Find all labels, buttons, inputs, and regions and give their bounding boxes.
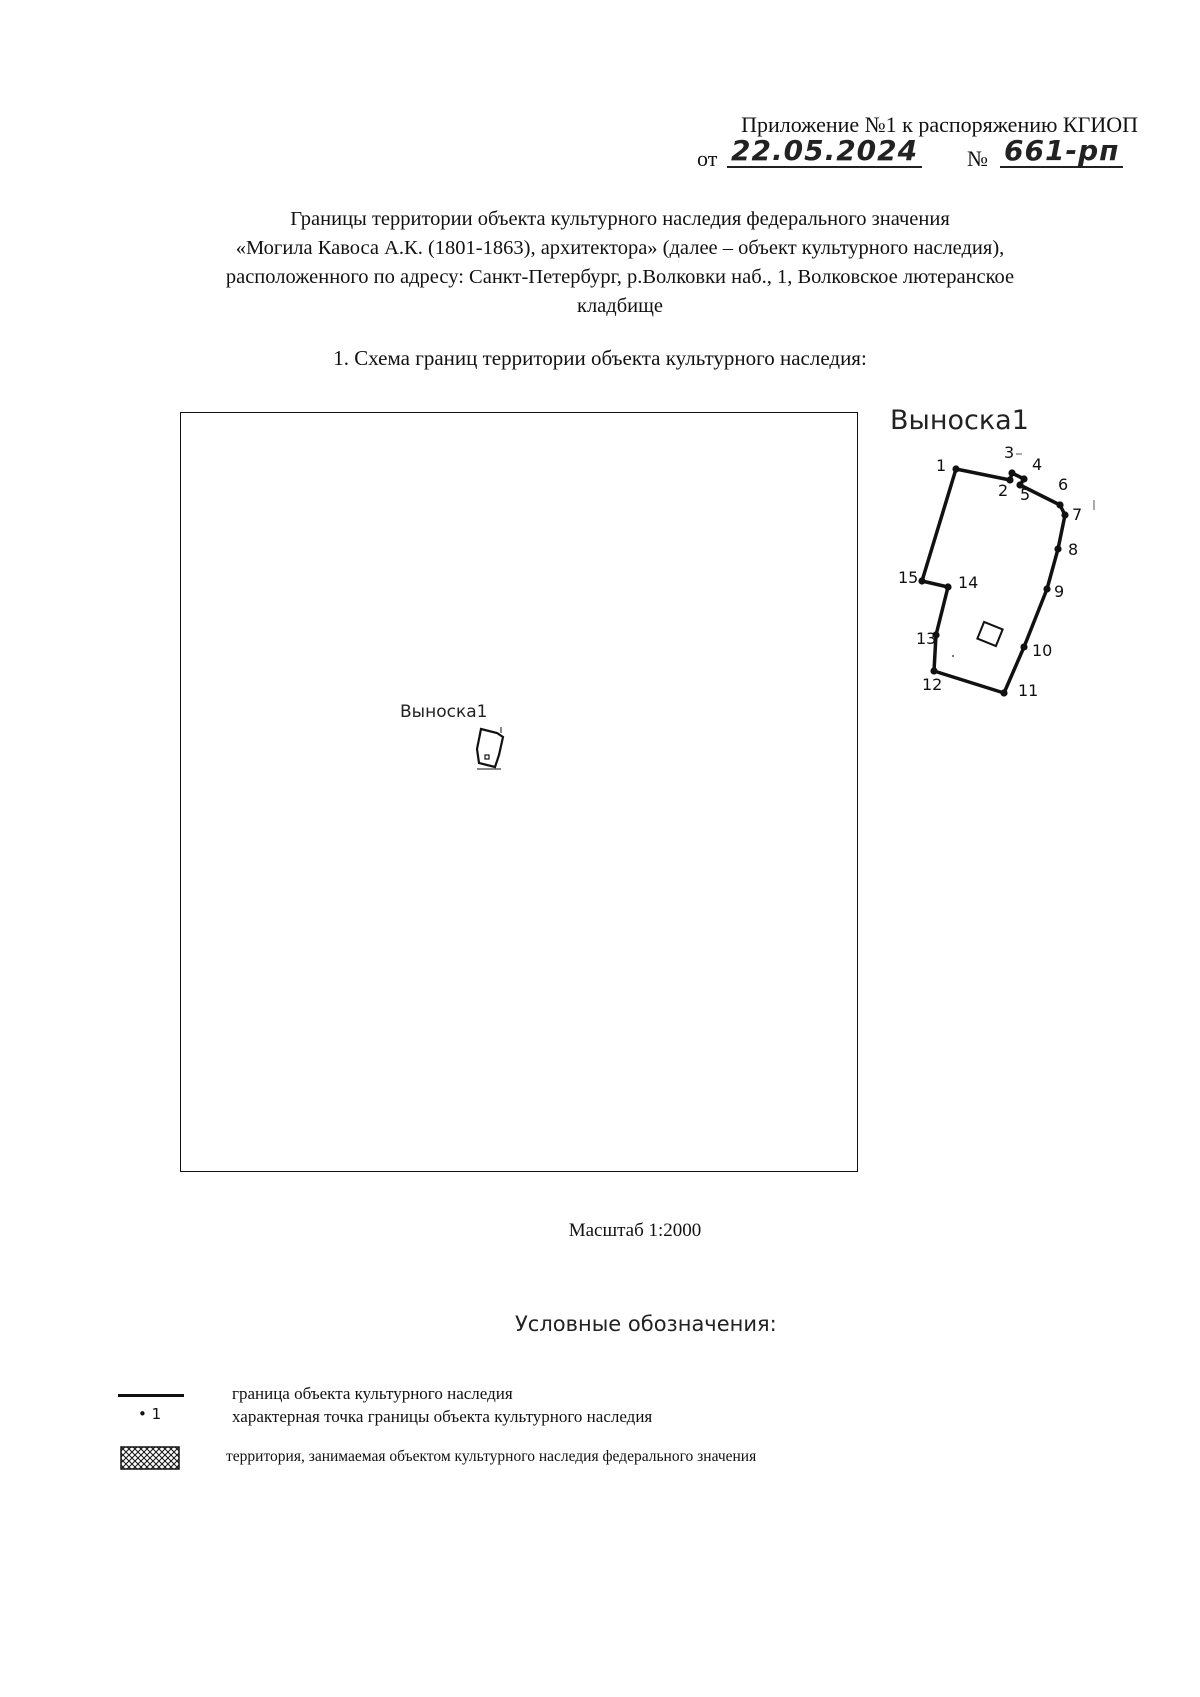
callout-boundary-drawing (880, 440, 1120, 720)
boundary-point-1 (952, 465, 959, 472)
boundary-point-label-5: 5 (1020, 485, 1031, 504)
legend-title: Условные обозначения: (515, 1312, 777, 1336)
legend-item-text: характерная точка границы объекта культурного наследия (232, 1407, 653, 1426)
map-parcel-shape (473, 725, 513, 775)
title-line-1: Границы территории объекта культурного наследия федерального значения (290, 208, 950, 230)
boundary-point-10 (1020, 643, 1027, 650)
boundary-point-label-14: 14 (958, 573, 979, 592)
boundary-point-label-8: 8 (1068, 540, 1079, 559)
handwritten-number: 661-рп (1000, 136, 1123, 168)
boundary-point-label-15: 15 (898, 568, 919, 587)
boundary-point-label-7: 7 (1072, 505, 1083, 524)
boundary-point-label-3: 3 (1004, 443, 1015, 462)
boundary-point-label-10: 10 (1032, 641, 1053, 660)
title-line-2: «Могила Кавоса А.К. (1801-1863), архитектора» (далее – объект культурного наследия), (235, 237, 1005, 259)
boundary-point-12 (930, 667, 937, 674)
legend-item-territory (0, 1446, 1200, 1472)
boundary-point-label-13: 13 (916, 629, 937, 648)
schema-heading: 1. Схема границ территории объекта культурного наследия: (333, 346, 867, 370)
boundary-point-14 (944, 583, 951, 590)
boundary-point-label-6: 6 (1058, 475, 1069, 494)
map-callout-label: Выноска1 (400, 702, 488, 722)
map-scale: Масштаб 1:2000 (568, 1220, 702, 1241)
callout-title: Выноска1 (890, 405, 1029, 436)
boundary-point-label-11: 11 (1018, 681, 1039, 700)
boundary-point-symbol: • 1 (138, 1405, 162, 1423)
handwritten-date: 22.05.2024 (727, 136, 922, 168)
document-title (100, 205, 1140, 321)
boundary-line-symbol (118, 1394, 184, 1397)
boundary-point-15 (918, 577, 925, 584)
boundary-point-8 (1054, 545, 1061, 552)
appendix-header: Приложение №1 к распоряжению КГИОП (741, 112, 1138, 137)
boundary-point-label-9: 9 (1054, 582, 1065, 601)
boundary-point-label-12: 12 (922, 675, 943, 694)
legend-item-point (0, 1405, 1200, 1431)
appendix-date-number (697, 134, 1137, 174)
title-line-3: расположенного по адресу: Санкт-Петербург, р.Волковки наб., 1, Волковское лютеранское (225, 266, 1015, 288)
boundary-point-3 (1008, 469, 1015, 476)
boundary-point-9 (1043, 585, 1050, 592)
boundary-point-label-1: 1 (936, 456, 947, 475)
boundary-point-11 (1000, 689, 1007, 696)
boundary-point-6 (1056, 501, 1063, 508)
legend-item-text: территория, занимаемая объектом культурного наследия федерального значения (226, 1448, 757, 1465)
boundary-point-label-4: 4 (1032, 455, 1043, 474)
legend-item-text: граница объекта культурного наследия (232, 1384, 513, 1403)
boundary-scheme-map (180, 412, 858, 1172)
number-prefix: № (967, 146, 988, 171)
crosshatch-symbol (120, 1446, 180, 1470)
date-prefix: от (697, 146, 718, 171)
title-line-4: кладбище (576, 295, 663, 317)
boundary-point-label-2: 2 (998, 481, 1009, 500)
boundary-point-7 (1061, 511, 1068, 518)
boundary-point-4 (1020, 475, 1027, 482)
